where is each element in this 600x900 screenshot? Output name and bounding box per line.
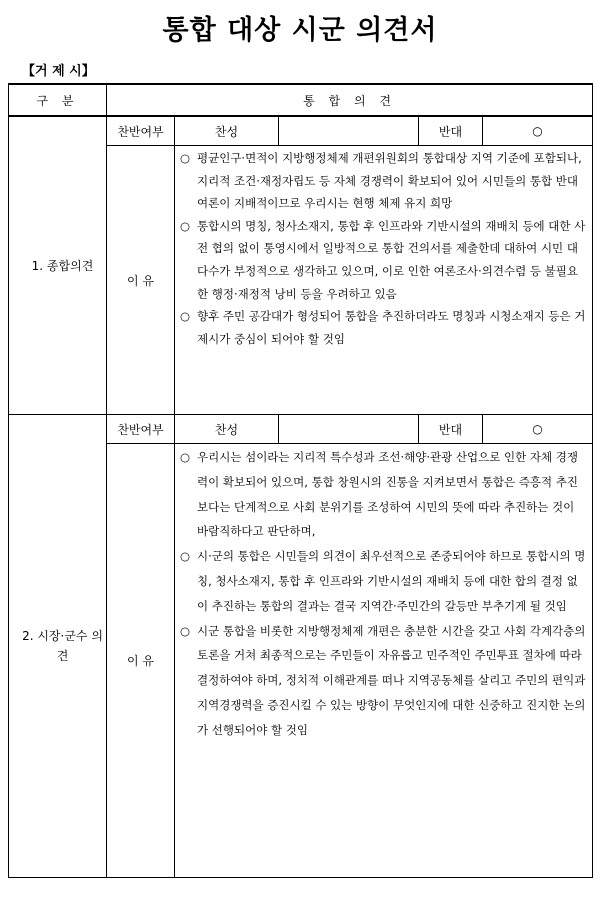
reason-text: 시·군의 통합은 시민들의 의견이 최우선적으로 존중되어야 하므로 통합시의 명칭, 청사소재지, 통합 후 인프라와 기반시설의 재배치 등에 대한 합의 결정 없이 추진하는 통합의 결과는 결국 지역간·주민간의 갈등만 부추기게 될 것임 [197,549,586,613]
list-item [179,215,588,305]
bullet-icon: ○ [180,151,191,165]
document-title: 통합 대상 시군 의견서 [162,15,438,46]
section2-vote-row [9,415,593,444]
section1-vote-row [9,116,593,146]
section2-reason-label: 이 유 [107,444,175,878]
list-item [179,619,588,743]
section2-for-mark [279,415,419,444]
bullet-icon: ○ [180,623,191,638]
list-item [179,305,588,350]
section1-against-mark: ○ [483,116,593,146]
city-label: 【거 제 시】 [22,64,95,79]
table-header-row [9,84,593,116]
section1-reason-label: 이 유 [107,146,175,415]
section1-for-label: 찬성 [175,116,279,146]
section2-reasons [175,444,593,878]
reason-text: 평균인구·면적이 지방행정체제 개편위원회의 통합대상 지역 기준에 포함되나, 지리적 조건·재정자립도 등 자체 경쟁력이 확보되어 있어 시민들의 통합 반대여론이 지배적이므로 우리시는 현행 체제 유지 희망 [197,151,582,211]
bullet-icon: ○ [180,549,191,564]
reason-text: 시군 통합을 비롯한 지방행정체제 개편은 충분한 시간을 갖고 사회 각계각층의 토론을 거쳐 최종적으로는 주민들이 자유롭고 민주적인 주민투표 절차에 따라 결정하여야 하며, 정치적 이해관계를 떠나 지역공동체를 살리고 주민의 편익과 지역경쟁력을 증진시킬 수 있는 방향이 무엇인지에 대한 신중하고 진지한 논의가 선행되어야 할 것임 [197,623,586,737]
bullet-icon: ○ [180,218,191,233]
section2-against-mark: ○ [483,415,593,444]
reason-text: 통합시의 명칭, 청사소재지, 통합 후 인프라와 기반시설의 재배치 등에 대한 사전 협의 없이 통영시에서 일방적으로 통합 건의서를 제출한데 대하여 시민 대다수가 부정적으로 생각하고 있으며, 이로 인한 여론조사·의견수렴 등 불필요한 행정·재정적 낭비 등을 우려하고 있음 [197,218,586,301]
section1-name: 1. 종합의견 [9,116,107,415]
section1-reasons [175,146,593,415]
section1-against-label: 반대 [419,116,483,146]
section2-against-label: 반대 [419,415,483,444]
list-item [179,544,588,618]
list-item [179,147,588,215]
opinion-table [8,83,593,878]
section1-for-mark [279,116,419,146]
section1-vote-label: 찬반여부 [107,116,175,146]
section2-name: 2. 시장·군수 의견 [9,415,107,878]
bullet-icon: ○ [180,309,191,324]
header-category: 구 분 [9,84,107,116]
reason-text: 향후 주민 공감대가 형성되어 통합을 추진하더라도 명칭과 시청소재지 등은 거제시가 중심이 되어야 할 것임 [197,309,586,346]
header-opinion: 통 합 의 견 [107,84,593,116]
bullet-icon: ○ [180,450,191,464]
section2-vote-label: 찬반여부 [107,415,175,444]
section2-for-label: 찬성 [175,415,279,444]
list-item [179,445,588,544]
reason-text: 우리시는 섬이라는 지리적 특수성과 조선·해양·관광 산업으로 인한 자체 경쟁력이 확보되어 있으며, 통합 창원시의 진통을 지켜보면서 통합은 즉흥적 추진보다는 단계적으로 사회 분위기를 조성하여 시민의 뜻에 따라 추진하는 것이 바람직하다고 판단하며, [197,450,578,539]
